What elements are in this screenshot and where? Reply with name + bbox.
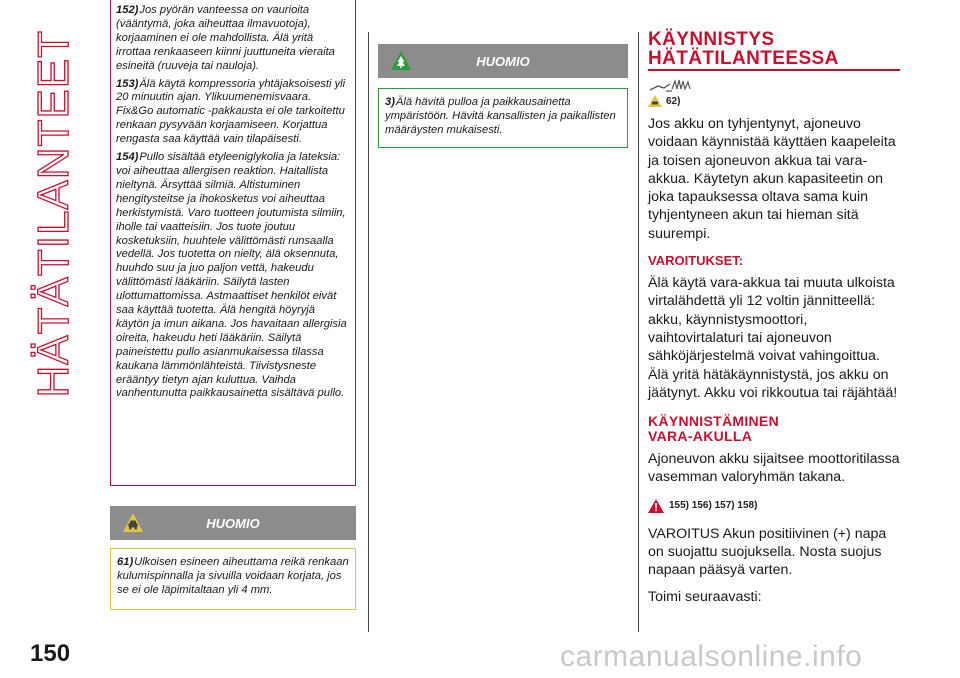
ref-62: 62) [666,95,681,107]
notice-title: HUOMIO [206,515,260,531]
notice-body-col2 [378,88,628,148]
notice-header-col2 [378,44,628,78]
heading-line-1: KÄYNNISTYS [648,29,775,50]
car-warning-icon [122,512,144,534]
subheading-line-1: KÄYNNISTÄMINEN [648,413,779,430]
paragraph-warnings: Älä käytä vara-akkua tai muuta ulkoista virtalähdettä yli 12 voltin jännitteellä: akku, käynnistysmoottori, vaihtovirtalaturi tai ajoneuvon sähköjärjestelmä voivat vahingoittua. Älä yritä hätäkäynnistystä, jos akku on jäätynyt. Akku voi rikkoutua tai räjähtää! [648,275,898,401]
subheading-line-2: VARA-AKULLA [648,428,753,445]
sidebar-section-title [28,30,80,590]
note-3 [385,96,621,138]
heading-line-2: HÄTÄTILANTEESSA [648,48,839,69]
column-divider-1 [368,32,369,632]
paragraph-terminal-cover: VAROITUS Akun positiivinen (+) napa on suojattu suojuksella. Nosta suojus napaan pääsyä varten. [648,525,887,579]
column-divider-2 [638,32,639,632]
note-154 [116,151,351,401]
note-number: 152) [116,4,139,16]
paragraph-battery-location: Ajoneuvon akku sijaitsee moottoritilassa vasemman valoryhmän takana. [648,451,900,486]
section-title-text: HÄTÄTILANTEET [29,30,78,398]
notice-title: HUOMIO [476,53,530,69]
note-153 [116,78,351,148]
note-text: Ulkoisen esineen aiheuttama reikä renkaan kulumispinnalla ja sivuilla voidaan korjata, jos se ei ole läpimitaltaan yli 4 mm. [117,556,349,596]
hand-jumpstart-icon [648,77,900,93]
notice-body-col1 [110,548,356,610]
main-article [648,30,900,606]
note-number: 61) [117,556,134,568]
paragraph-intro: Jos akku on tyhjentynyt, ajoneuvo voidaan käynnistää käyttäen kaapeleita ja toisen ajoneuvon akkua tai vara-akkua. Käytetyn akun kapasiteetin on joka tapauksessa oltava sama kuin tyhjentyneen akun tai hieman sitä suurempi. [648,116,896,242]
note-text: Pullo sisältää etyleeniglykolia ja lateksia: voi aiheuttaa allergisen reaktion. Haitallista nieltynä. Ärsyttää silmiä. Altistuminen hengitysteitse ja ihokosketus voi aiheuttaa herkistymistä. Varo tuotteen joutumista silmiin, iholle tai vaatteisiin. Jos tuote joutuu kosketuksiin, huuhtele välittömästi runsaalla vedellä. Jos tuotetta on nielty, älä oksennuta, huuhdo suu ja juo paljon vettä, hakeudu välittömästi lääkäriin. Säilytä lasten ulottumattomissa. Astmaattiset henkilöt eivät saa käyttää tuotetta. Älä hengitä höyryjä käytön ja imun aikana. Jos havaitaan allergisia oireita, hakeudu heti lääkäriin. Säilytä paineistettu pullo asianmukaisessa tilassa kaukana lämmönlähteistä. Tiivistysneste erääntyy tietyn ajan kuluttua. Vaihda vanhentunutta paikkausainetta sisältävä pullo. [116,151,347,400]
warning-notes-box [110,0,356,486]
danger-warning-icon [648,499,664,513]
note-number: 153) [116,77,139,90]
notice-header-col1 [110,506,356,540]
paragraph-proceed: Toimi seuraavasti: [648,588,762,605]
note-number: 154) [116,151,139,164]
ref-62-row [648,95,900,107]
note-61 [117,556,349,598]
watermark: carmanualsonline.info [560,640,863,673]
note-number: 3) [385,96,395,108]
subheading [648,414,900,444]
heading-underline [648,69,900,71]
page-number: 150 [30,640,71,667]
warnings-label: VAROITUKSET: [648,253,744,269]
note-text: Älä hävitä pulloa ja paikkausainetta ympäristöön. Hävitä kansallisten ja paikallisten määräysten mukaisesti. [385,96,616,136]
car-warning-icon [648,95,662,107]
environment-warning-icon [390,50,412,72]
note-text: Älä käytä kompressoria yhtäjaksoisesti yli 20 minuutin ajan. Ylikuumenemisvaara. Fix&Go automatic -pakkausta ei ole tarkoitettu renkaan pysyvään korjaamiseen. Korjattua rengasta saa käyttää vain tilapäisesti. [116,77,346,146]
ref-155-158: 155) 156) 157) 158) [669,500,758,512]
note-text: Jos pyörän vanteessa on vaurioita (vääntymä, joka aiheuttaa ilmavuotoja), korjaaminen ei ole mahdollista. Älä yritä irrottaa renkaaseen kiinni juuttuneita vieraita esineitä (ruuveja tai nauloja). [116,4,335,72]
ref-155-158-row [648,499,900,513]
note-152 [116,4,351,74]
